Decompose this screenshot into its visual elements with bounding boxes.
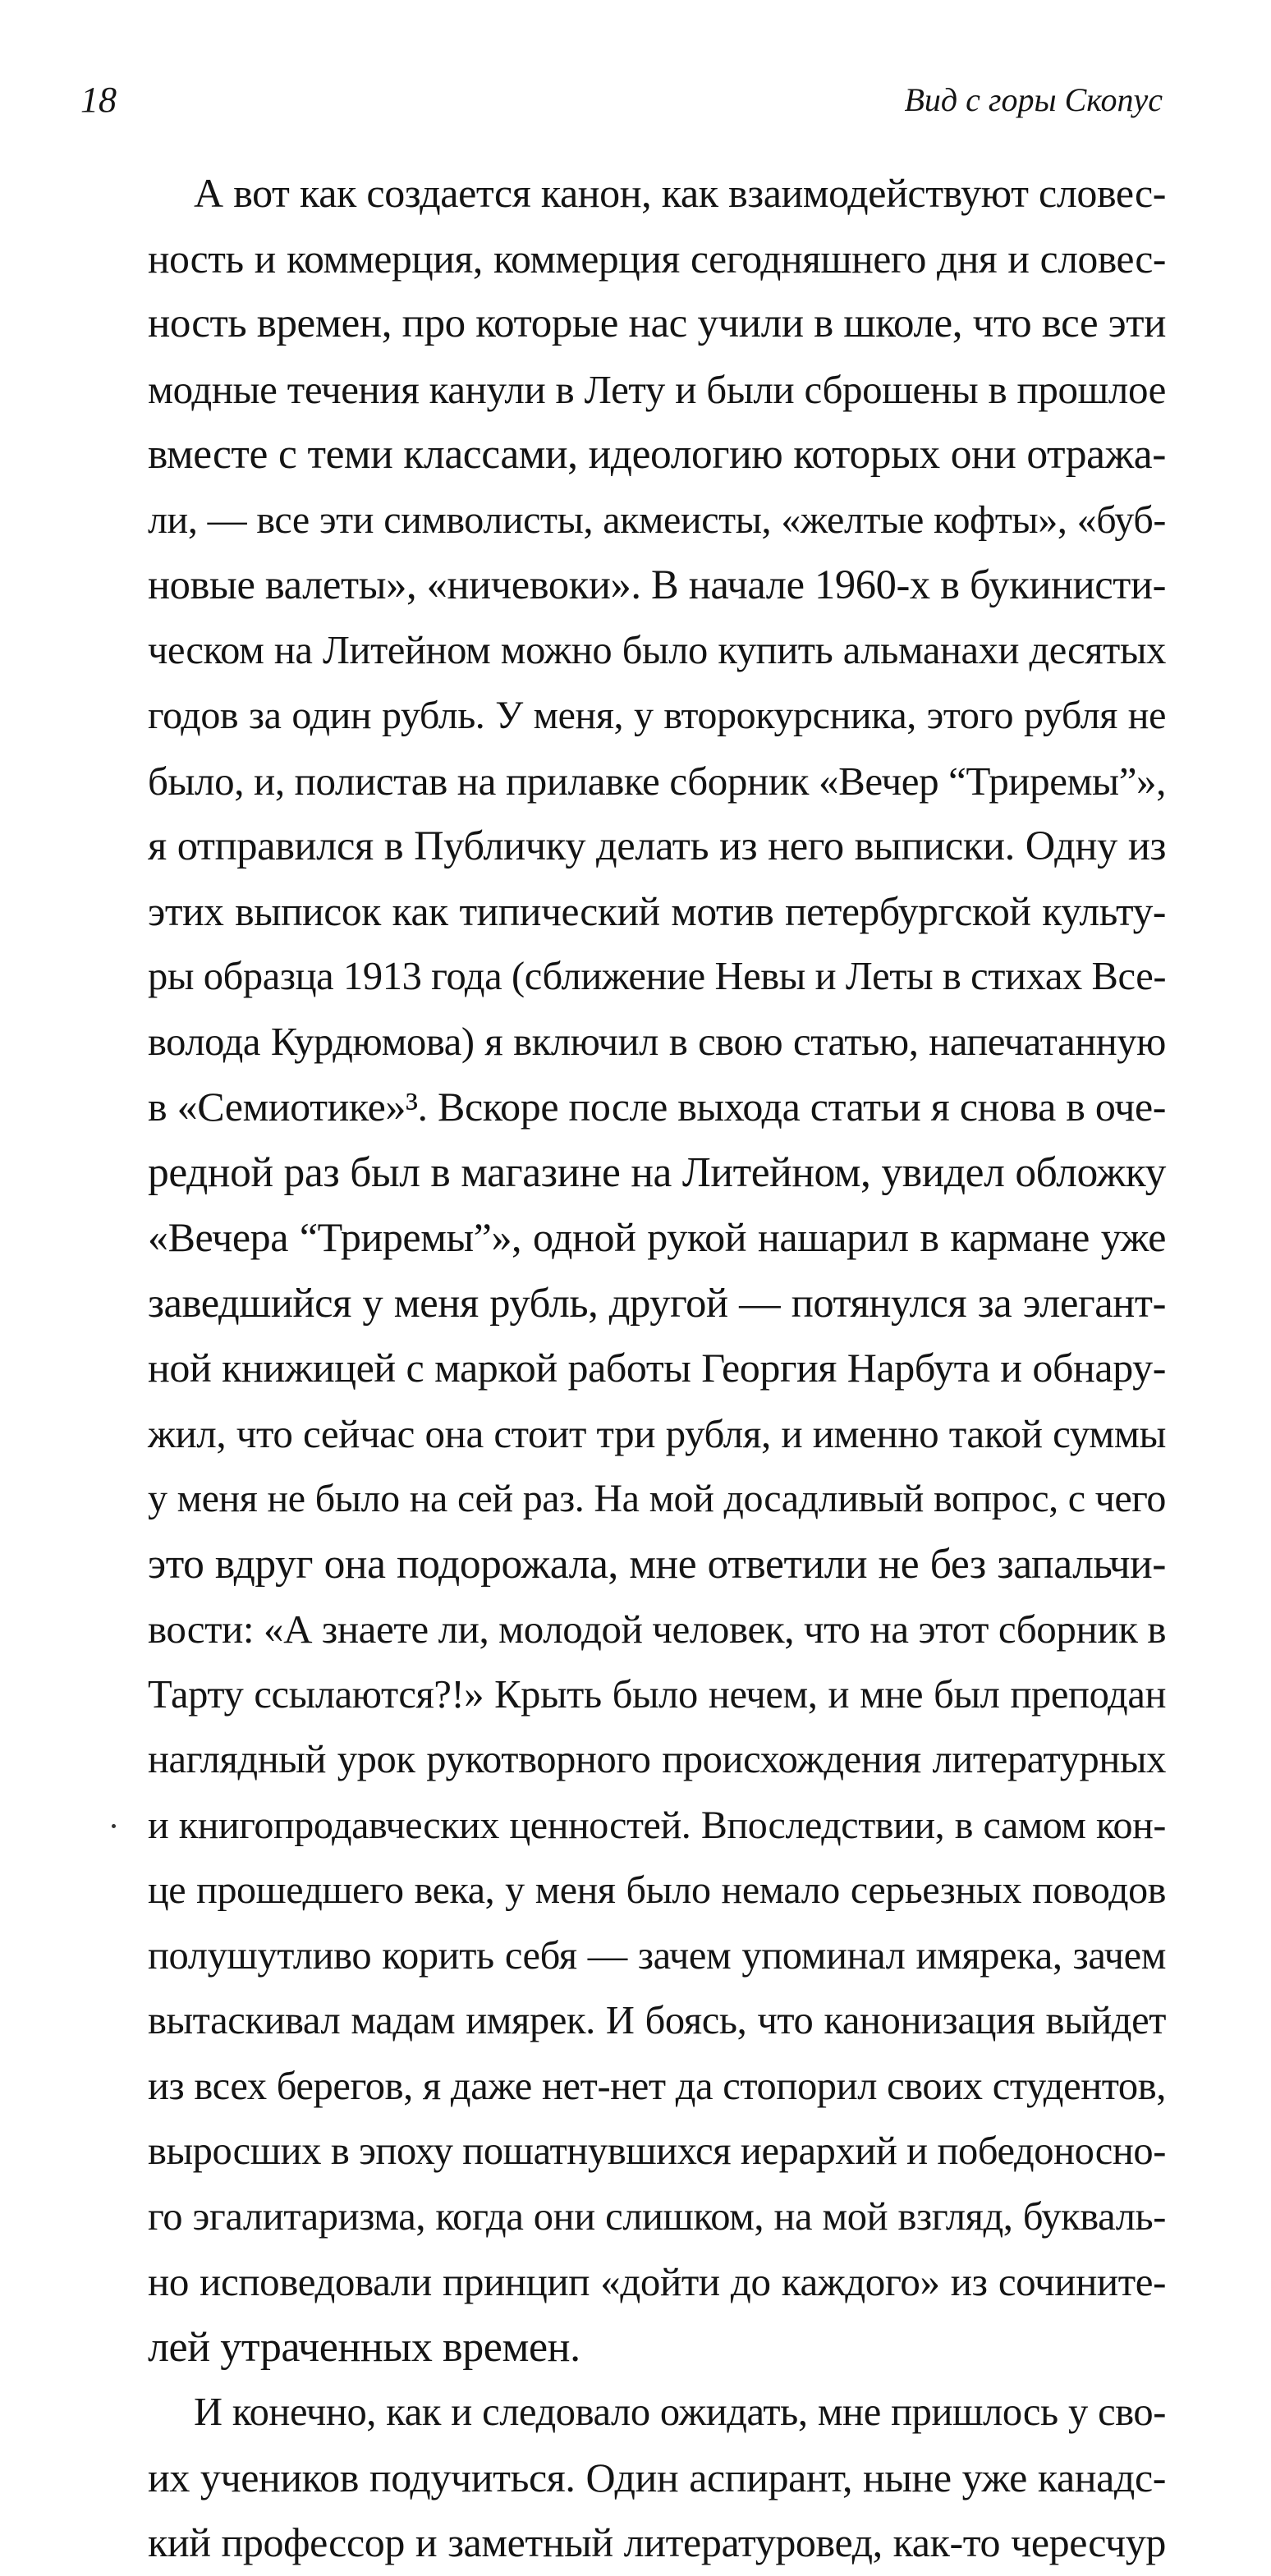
- text-line: лей утраченных времен.: [148, 2323, 580, 2371]
- text-line: ры образца 1913 года (сближение Невы и Леты в стихах Все-: [148, 955, 1167, 998]
- text-line: полушутливо корить себя — зачем упоминал имярека, зачем: [148, 1933, 1166, 1978]
- text-line: и книгопродавческих ценностей. Впоследствии, в самом кон-: [148, 1803, 1166, 1847]
- text-line: редной раз был в магазине на Литейном, увидел обложку: [148, 1148, 1166, 1196]
- text-line: но исповедовали принцип «дойти до каждого» из сочините-: [148, 2259, 1166, 2304]
- text-line: И конечно, как и следовало ожидать, мне пришлось у сво-: [194, 2390, 1166, 2434]
- body-text: [148, 161, 1166, 2576]
- paragraph-2: [148, 2380, 1166, 2576]
- text-line: вости: «А знаете ли, молодой человек, что на этот сборник в: [148, 1607, 1167, 1652]
- text-line: го эгалитаризма, когда они слишком, на мой взгляд, букваль-: [148, 2194, 1166, 2239]
- text-line: вместе с теми классами, идеологию которых они отража-: [148, 431, 1166, 478]
- text-line: волода Курдюмова) я включил в свою статью, напечатанную: [148, 1020, 1166, 1064]
- text-line: заведшийся у меня рубль, другой — потянулся за элегант-: [148, 1279, 1166, 1326]
- text-line: ность времен, про которые нас учили в школе, что все эти: [148, 300, 1166, 346]
- text-line: из всех берегов, я даже нет-нет да стопорил своих студентов,: [148, 2064, 1166, 2108]
- text-line: этих выписок как типический мотив петербургской культу-: [148, 888, 1166, 934]
- text-line: А вот как создается канон, как взаимодействуют словес-: [194, 170, 1166, 216]
- text-line: было, и, полистав на прилавке сборник «Вечер “Триремы”»,: [148, 758, 1166, 804]
- page-number: 18: [80, 80, 117, 120]
- text-line: модные течения канули в Лету и были сброшены в прошлое: [148, 366, 1166, 412]
- text-line: новые валеты», «ничевоки». В начале 1960-х в букинисти-: [148, 561, 1166, 607]
- text-line: это вдруг она подорожала, мне ответили не без запальчи-: [148, 1540, 1166, 1588]
- running-head: [80, 76, 1163, 125]
- text-line: ческом на Литейном можно было купить альманахи десятых: [148, 628, 1166, 672]
- text-line: я отправился в Публичку делать из него выписки. Одну из: [148, 823, 1166, 869]
- text-line: выросших в эпоху пошатнувшихся иерархий и победоносно-: [148, 2129, 1166, 2173]
- ink-speck: [112, 1824, 116, 1828]
- text-line: «Вечера “Триремы”», одной рукой нашарил в кармане уже: [148, 1214, 1166, 1260]
- running-title: Вид с горы Скопус: [904, 81, 1163, 118]
- text-line: ной книжицей с маркой работы Георгия Нарбута и обнару-: [148, 1345, 1166, 1391]
- text-line: их учеников подучиться. Один аспирант, ныне уже канадс-: [148, 2454, 1166, 2500]
- text-line: кий профессор и заметный литературовед, как-то чересчур: [148, 2519, 1166, 2565]
- text-line: у меня не было на сей раз. На мой досадливый вопрос, с чего: [148, 1477, 1166, 1520]
- text-line: вытаскивал мадам имярек. И боясь, что канонизация выйдет: [148, 1999, 1166, 2042]
- text-line: це прошедшего века, у меня было немало серьезных поводов: [148, 1868, 1166, 1912]
- text-line: ность и коммерция, коммерция сегодняшнего дня и словес-: [148, 236, 1166, 282]
- text-line: ли, — все эти символисты, акмеисты, «желтые кофты», «буб-: [148, 497, 1166, 542]
- paragraph-1: [148, 161, 1166, 2380]
- text-line: жил, что сейчас она стоит три рубля, и именно такой суммы: [148, 1410, 1166, 1456]
- text-line: Тарту ссылаются?!» Крыть было нечем, и мне был преподан: [148, 1672, 1166, 1717]
- text-line: наглядный урок рукотворного происхождения литературных: [148, 1738, 1166, 1781]
- text-line: годов за один рубль. У меня, у второкурсника, этого рубля не: [148, 694, 1166, 737]
- text-line: в «Семиотике»³. Вскоре после выхода статьи я снова в оче-: [148, 1084, 1166, 1130]
